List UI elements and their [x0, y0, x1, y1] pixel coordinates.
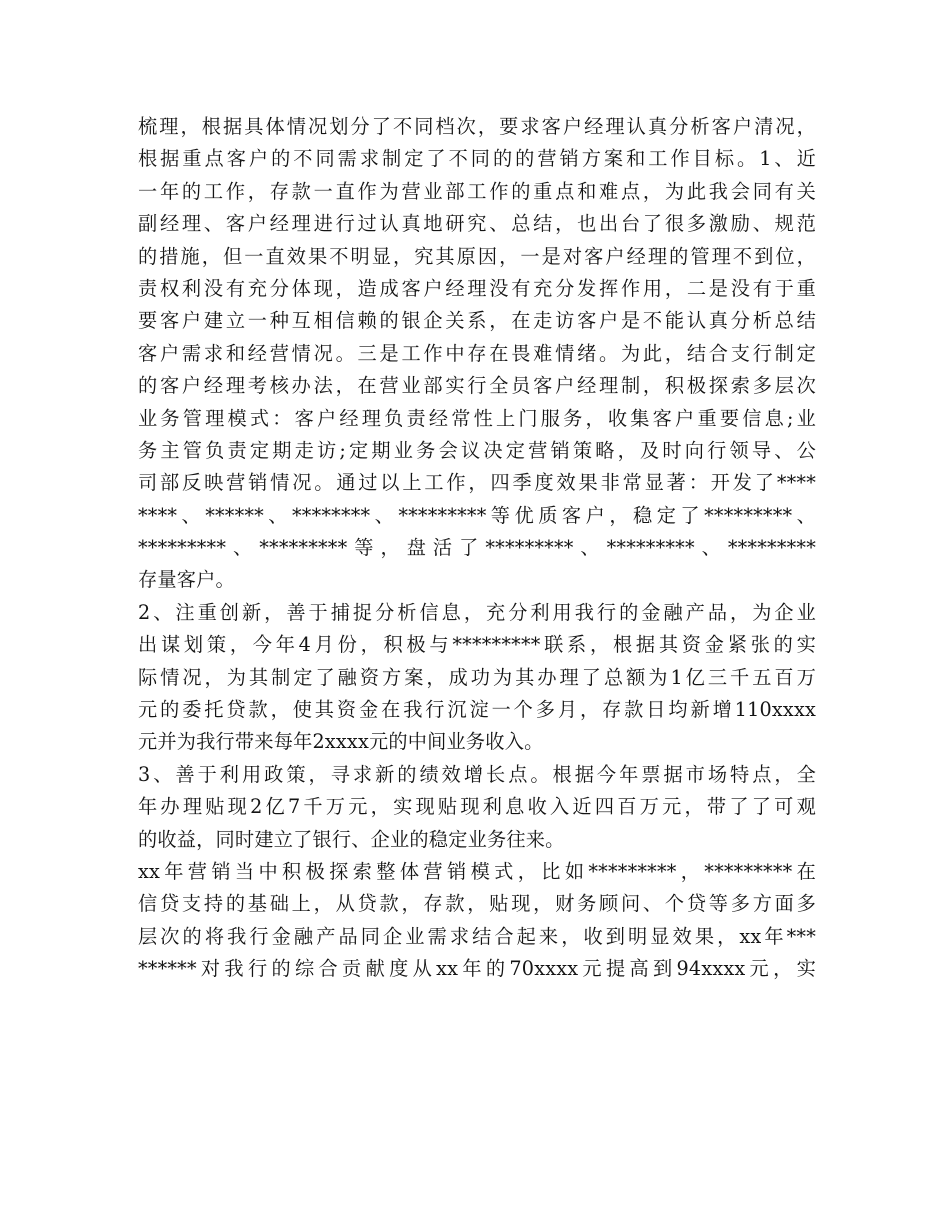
text-line: 3、善于利用政策，寻求新的绩效增长点。根据今年票据市场特点，全: [138, 762, 816, 786]
text-line: 元的委托贷款，使其资金在我行沉淀一个多月，存款日均新增110xxxx: [138, 698, 816, 722]
text-line: 要客户建立一种互相信赖的银企关系，在走访客户是不能认真分析总结: [138, 309, 816, 333]
text-line: 信贷支持的基础上，从贷款，存款，贴现，财务顾问、个贷等多方面多: [138, 892, 816, 916]
paragraph-end-line: 的收益，同时建立了银行、企业的稳定业务往来。: [138, 827, 565, 851]
text-line: ******对我行的综合贡献度从xx年的70xxxx元提高到94xxxx元，实: [138, 957, 816, 981]
paragraph-end-line: 存量客户。: [138, 568, 235, 592]
text-line: 层次的将我行金融产品同企业需求结合起来，收到明显效果，xx年***: [138, 924, 816, 948]
text-line: 一年的工作，存款一直作为营业部工作的重点和难点，为此我会同有关: [138, 179, 816, 203]
document-body: [138, 111, 816, 986]
text-line: 出谋划策，今年4月份，积极与*********联系，根据其资金紧张的实: [138, 633, 816, 657]
text-line: 2、注重创新，善于捕捉分析信息，充分利用我行的金融产品，为企业: [138, 600, 816, 624]
text-line: *********、*********等，盘活了*********、*********、*********: [138, 536, 816, 560]
text-line: 副经理、客户经理进行过认真地研究、总结，也出台了很多激励、规范: [138, 212, 816, 236]
text-line: 司部反映营销情况。通过以上工作，四季度效果非常显著：开发了****: [138, 471, 816, 495]
text-line: ****、******、********、*********等优质客户，稳定了*********、: [138, 503, 816, 527]
text-line: 客户需求和经营情况。三是工作中存在畏难情绪。为此，结合支行制定: [138, 341, 816, 365]
text-line: 年办理贴现2亿7千万元，实现贴现利息收入近四百万元，带了了可观: [138, 795, 816, 819]
text-line: 责权利没有充分体现，造成客户经理没有充分发挥作用，二是没有于重: [138, 276, 816, 300]
text-line: 的措施，但一直效果不明显，究其原因，一是对客户经理的管理不到位，: [138, 244, 816, 268]
text-line: 际情况，为其制定了融资方案，成功为其办理了总额为1亿三千五百万: [138, 665, 816, 689]
text-line: 的客户经理考核办法，在营业部实行全员客户经理制，积极探索多层次: [138, 374, 816, 398]
text-line: 务主管负责定期走访;定期业务会议决定营销策略，及时向行领导、公: [138, 438, 816, 462]
text-line: 梳理，根据具体情况划分了不同档次，要求客户经理认真分析客户清况，: [138, 115, 816, 138]
paragraph-end-line: 元并为我行带来每年2xxxx元的中间业务收入。: [138, 730, 544, 754]
text-line: 业务管理模式：客户经理负责经常性上门服务，收集客户重要信息;业: [138, 406, 816, 430]
text-line: 根据重点客户的不同需求制定了不同的的营销方案和工作目标。1、近: [138, 147, 816, 171]
text-line: xx年营销当中积极探索整体营销模式，比如*********，*********在: [138, 859, 816, 883]
